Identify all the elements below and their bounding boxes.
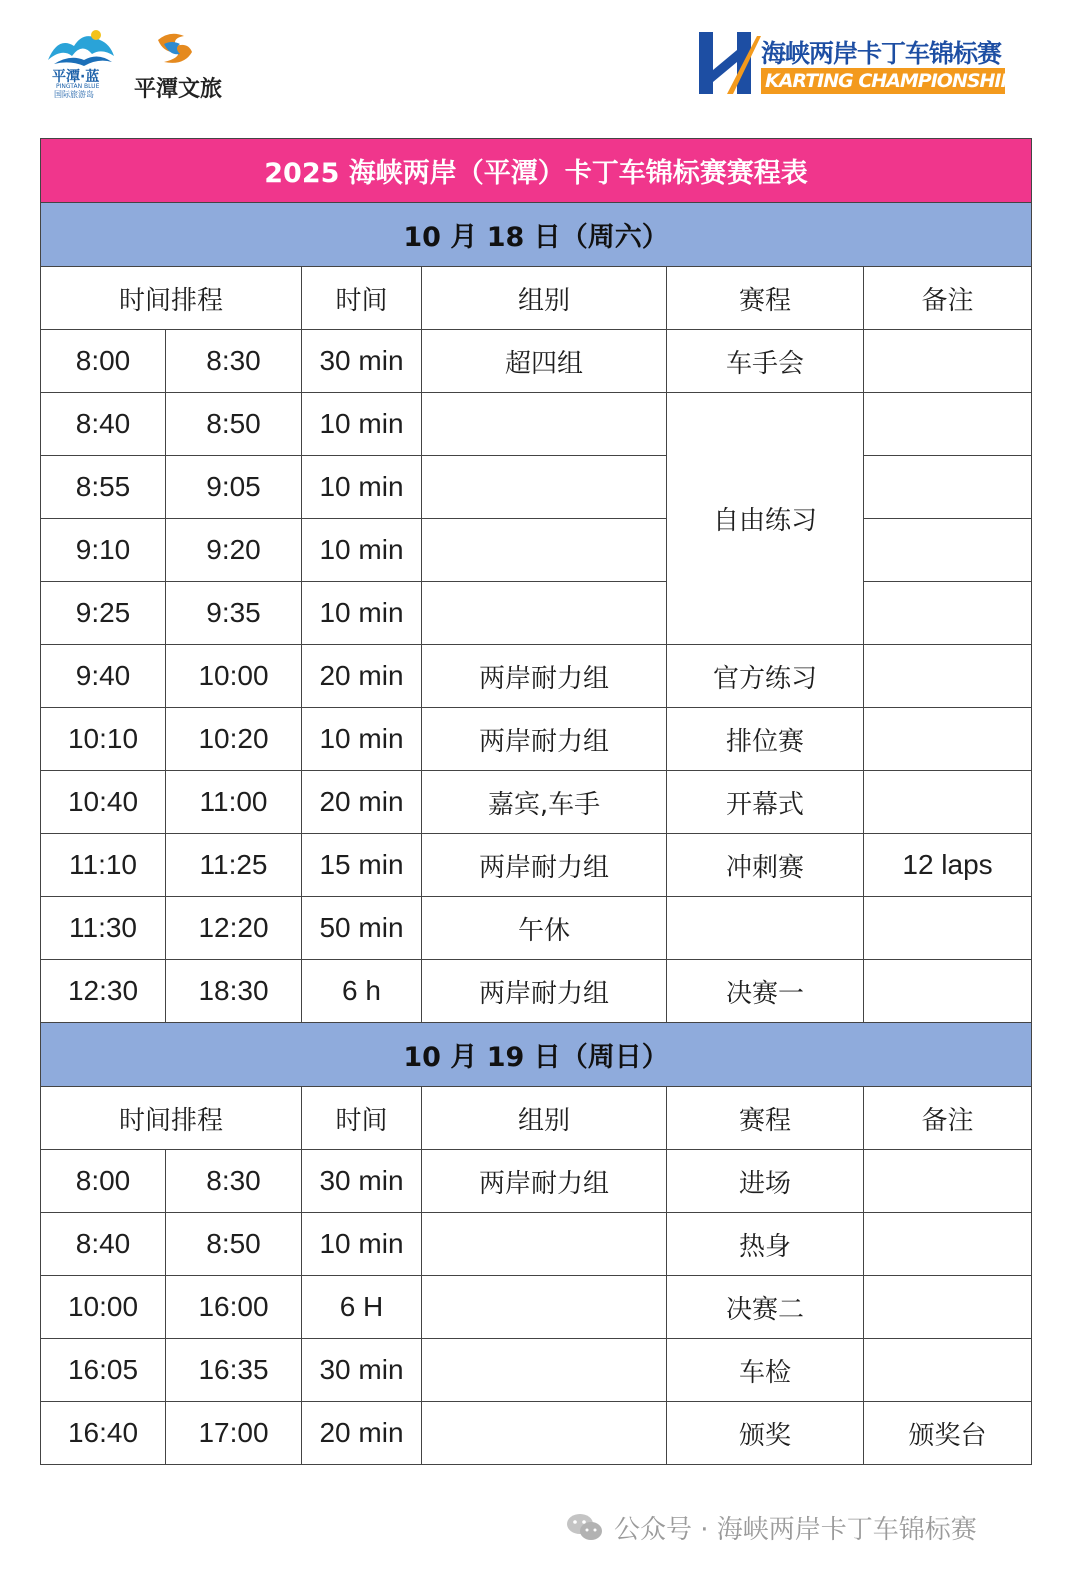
group (422, 393, 667, 456)
group: 嘉宾,车手 (422, 771, 667, 834)
table-row (41, 645, 1032, 708)
event: 车手会 (667, 330, 864, 393)
header-duration: 时间 (302, 1087, 422, 1150)
table-row (41, 834, 1032, 897)
start-time: 8:00 (41, 1150, 166, 1213)
duration: 30 min (302, 330, 422, 393)
table-row (41, 897, 1032, 960)
pingtan-blue-logo (44, 26, 116, 98)
duration: 6 H (302, 1276, 422, 1339)
group: 两岸耐力组 (422, 960, 667, 1023)
logo-left-sub-en: PINGTAN BLUE (56, 83, 100, 90)
event: 进场 (667, 1150, 864, 1213)
day-header-row (41, 1023, 1032, 1087)
end-time: 8:30 (166, 330, 302, 393)
table-row (41, 960, 1032, 1023)
table-row (41, 519, 1032, 582)
table-row (41, 1402, 1032, 1465)
header-group: 组别 (422, 267, 667, 330)
end-time: 12:20 (166, 897, 302, 960)
group: 超四组 (422, 330, 667, 393)
wechat-icon (566, 1512, 604, 1542)
group (422, 456, 667, 519)
group (422, 582, 667, 645)
schedule-table (40, 138, 1032, 1465)
header-remark: 备注 (864, 1087, 1032, 1150)
start-time: 8:55 (41, 456, 166, 519)
duration: 10 min (302, 1213, 422, 1276)
duration: 50 min (302, 897, 422, 960)
start-time: 9:40 (41, 645, 166, 708)
end-time: 11:25 (166, 834, 302, 897)
end-time: 8:50 (166, 1213, 302, 1276)
end-time: 9:20 (166, 519, 302, 582)
table-row (41, 330, 1032, 393)
day-header-row (41, 203, 1032, 267)
start-time: 8:40 (41, 393, 166, 456)
start-time: 12:30 (41, 960, 166, 1023)
duration: 6 h (302, 960, 422, 1023)
start-time: 8:40 (41, 1213, 166, 1276)
header-duration: 时间 (302, 267, 422, 330)
wechat-watermark (566, 1505, 977, 1549)
duration: 10 min (302, 393, 422, 456)
table-row (41, 1276, 1032, 1339)
remark (864, 1276, 1032, 1339)
event: 官方练习 (667, 645, 864, 708)
table-row (41, 1213, 1032, 1276)
remark (864, 1339, 1032, 1402)
duration: 10 min (302, 519, 422, 582)
start-time: 10:00 (41, 1276, 166, 1339)
table-row (41, 771, 1032, 834)
dragon-logo-icon (150, 30, 200, 70)
end-time: 11:00 (166, 771, 302, 834)
start-time: 11:30 (41, 897, 166, 960)
logo-mid-text: 平潭文旅 (134, 76, 223, 102)
watermark-text: 公众号 · 海峡两岸卡丁车锦标赛 (614, 1514, 977, 1545)
group: 两岸耐力组 (422, 834, 667, 897)
duration: 30 min (302, 1150, 422, 1213)
event: 冲刺赛 (667, 834, 864, 897)
end-time: 10:20 (166, 708, 302, 771)
end-time: 17:00 (166, 1402, 302, 1465)
duration: 30 min (302, 1339, 422, 1402)
logo-left-text: 平潭·蓝 (52, 69, 100, 85)
remark (864, 393, 1032, 456)
end-time: 16:35 (166, 1339, 302, 1402)
duration: 10 min (302, 456, 422, 519)
duration: 20 min (302, 771, 422, 834)
remark: 12 laps (864, 834, 1032, 897)
table-title: 2025 海峡两岸（平潭）卡丁车锦标赛赛程表 (41, 139, 1032, 203)
event: 颁奖 (667, 1402, 864, 1465)
remark (864, 582, 1032, 645)
group: 两岸耐力组 (422, 1150, 667, 1213)
group (422, 1339, 667, 1402)
table-row (41, 1339, 1032, 1402)
duration: 20 min (302, 1402, 422, 1465)
table-row (41, 582, 1032, 645)
remark (864, 960, 1032, 1023)
table-row (41, 456, 1032, 519)
remark (864, 708, 1032, 771)
duration: 10 min (302, 708, 422, 771)
header-event: 赛程 (667, 267, 864, 330)
header-schedule: 时间排程 (41, 267, 302, 330)
group (422, 1213, 667, 1276)
end-time: 8:30 (166, 1150, 302, 1213)
day-label: 10 月 18 日（周六） (41, 203, 1032, 267)
column-header-row (41, 1087, 1032, 1150)
column-header-row (41, 267, 1032, 330)
remark (864, 897, 1032, 960)
remark (864, 330, 1032, 393)
start-time: 9:10 (41, 519, 166, 582)
duration: 15 min (302, 834, 422, 897)
day-label: 10 月 19 日（周日） (41, 1023, 1032, 1087)
header-schedule: 时间排程 (41, 1087, 302, 1150)
end-time: 10:00 (166, 645, 302, 708)
remark (864, 519, 1032, 582)
end-time: 16:00 (166, 1276, 302, 1339)
remark (864, 645, 1032, 708)
h-mark-logo-icon (697, 30, 761, 98)
brand-en-text: KARTING CHAMPIONSHIP (761, 68, 1005, 94)
table-title-row (41, 139, 1032, 203)
table-row (41, 1150, 1032, 1213)
group: 两岸耐力组 (422, 645, 667, 708)
event: 热身 (667, 1213, 864, 1276)
start-time: 16:40 (41, 1402, 166, 1465)
remark (864, 1150, 1032, 1213)
remark (864, 456, 1032, 519)
group: 两岸耐力组 (422, 708, 667, 771)
start-time: 16:05 (41, 1339, 166, 1402)
event: 开幕式 (667, 771, 864, 834)
header-remark: 备注 (864, 267, 1032, 330)
event: 决赛一 (667, 960, 864, 1023)
event: 自由练习 (667, 393, 864, 645)
remark (864, 771, 1032, 834)
table-row (41, 708, 1032, 771)
remark: 颁奖台 (864, 1402, 1032, 1465)
event: 排位赛 (667, 708, 864, 771)
group (422, 1276, 667, 1339)
start-time: 10:40 (41, 771, 166, 834)
brand-cn-text: 海峡两岸卡丁车锦标赛 (761, 39, 1002, 68)
karting-championship-logo (697, 30, 1014, 98)
group (422, 519, 667, 582)
logo-left-sub-cn: 国际旅游岛 (54, 90, 94, 99)
end-time: 9:35 (166, 582, 302, 645)
start-time: 9:25 (41, 582, 166, 645)
event: 决赛二 (667, 1276, 864, 1339)
pingtan-culture-tourism-logo (132, 30, 222, 100)
group (422, 1402, 667, 1465)
start-time: 10:10 (41, 708, 166, 771)
remark (864, 1213, 1032, 1276)
duration: 20 min (302, 645, 422, 708)
wave-logo-icon (44, 26, 116, 70)
header-group: 组别 (422, 1087, 667, 1150)
event: 车检 (667, 1339, 864, 1402)
end-time: 8:50 (166, 393, 302, 456)
start-time: 8:00 (41, 330, 166, 393)
duration: 10 min (302, 582, 422, 645)
end-time: 18:30 (166, 960, 302, 1023)
table-row (41, 393, 1032, 456)
header-event: 赛程 (667, 1087, 864, 1150)
end-time: 9:05 (166, 456, 302, 519)
start-time: 11:10 (41, 834, 166, 897)
event (667, 897, 864, 960)
group: 午休 (422, 897, 667, 960)
